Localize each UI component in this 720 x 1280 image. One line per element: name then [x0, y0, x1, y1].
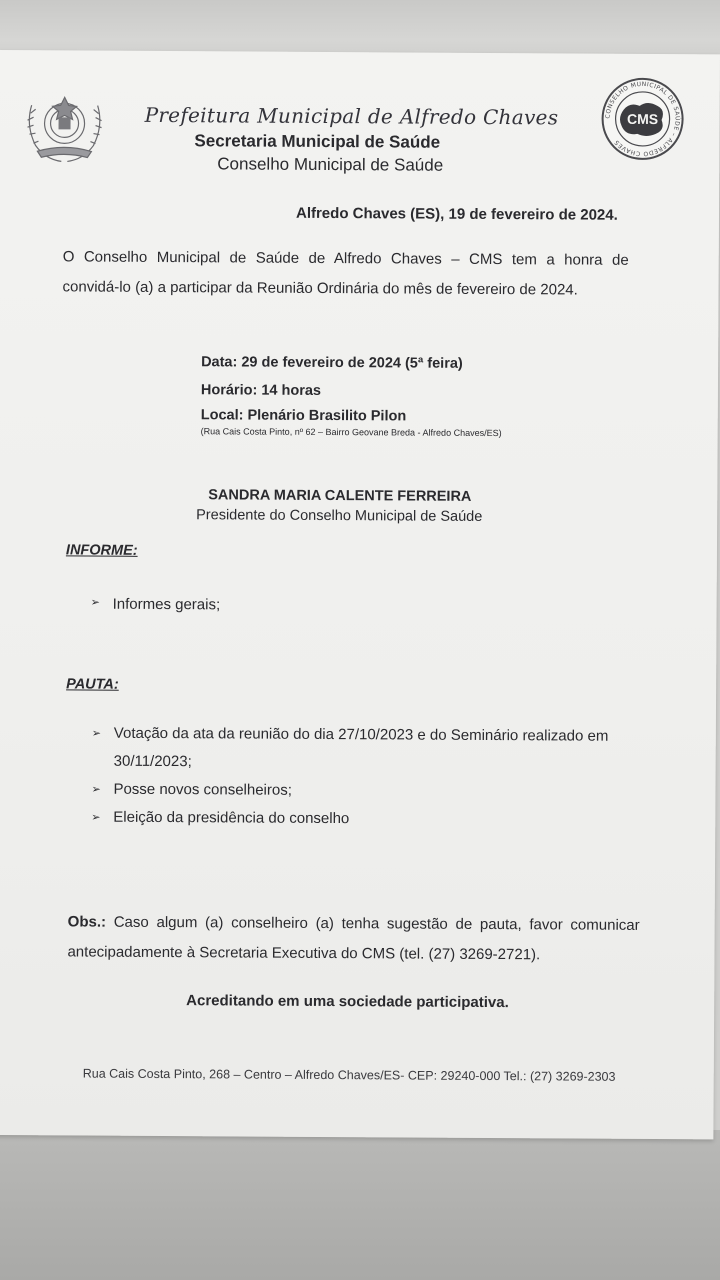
cms-seal-logo	[599, 76, 686, 163]
desk-surface	[0, 1130, 720, 1280]
list-item	[91, 776, 651, 807]
list-item	[91, 804, 651, 835]
pauta-item-text: Posse novos conselheiros;	[113, 780, 292, 799]
meeting-location: Local: Plenário Brasilito Pilon	[200, 407, 407, 425]
meeting-time: Horário: 14 horas	[200, 382, 322, 399]
informe-list	[91, 596, 221, 614]
obs-line-1: Caso algum (a) conselheiro (a) tenha sugestão de pauta, favor comunicar	[113, 913, 640, 934]
conselho-title: Conselho Municipal de Saúde	[217, 154, 444, 175]
document-date: Alfredo Chaves (ES), 19 de fevereiro de 2024.	[295, 204, 618, 224]
invitation-line-2: convidá-lo (a) a participar da Reunião Ordinária do mês de fevereiro de 2024.	[62, 278, 578, 299]
list-item	[91, 596, 221, 614]
observation-paragraph	[67, 907, 639, 970]
closing-motto: Acreditando em uma sociedade participativa.	[186, 992, 509, 1012]
obs-label: Obs.:	[67, 913, 107, 931]
signatory-role: Presidente do Conselho Municipal de Saúde	[196, 507, 483, 525]
seal-ring-text: CONSELHO MUNICIPAL DE SAÚDE – ALFREDO CHAVES	[604, 80, 681, 158]
coat-of-arms-emblem	[21, 85, 107, 166]
list-item	[92, 720, 652, 779]
document-page	[0, 50, 720, 1139]
pauta-item-text: Eleição da presidência do conselho	[113, 808, 350, 828]
footer-address: Rua Cais Costa Pinto, 268 – Centro – Alfredo Chaves/ES- CEP: 29240-000 Tel.: (27) 3269-2303	[82, 1066, 616, 1084]
secretaria-title: Secretaria Municipal de Saúde	[194, 131, 441, 152]
invitation-paragraph	[62, 242, 628, 305]
pauta-list	[91, 720, 652, 835]
informe-item-text: Informes gerais;	[112, 595, 221, 614]
pauta-item-text: Votação da ata da reunião do dia 27/10/2023 e do Seminário realizado em 30/11/2023;	[113, 724, 609, 771]
signatory-name: SANDRA MARIA CALENTE FERREIRA	[208, 487, 472, 505]
meeting-date: Data: 29 de fevereiro de 2024 (5ª feira)	[201, 354, 463, 372]
meeting-address: (Rua Cais Costa Pinto, nº 62 – Bairro Geovane Breda - Alfredo Chaves/ES)	[200, 426, 502, 439]
seal-cms-mark: CMS	[626, 110, 659, 128]
arrow-bullet-icon: ➢	[91, 727, 102, 740]
obs-line-2: antecipadamente à Secretaria Executiva do CMS (tel. (27) 3269-2721).	[67, 943, 541, 964]
arrow-bullet-icon: ➢	[90, 596, 100, 609]
prefeitura-title: Prefeitura Municipal de Alfredo Chaves	[144, 102, 559, 130]
pauta-heading: PAUTA:	[66, 676, 119, 693]
arrow-bullet-icon: ➢	[91, 783, 101, 796]
arrow-bullet-icon: ➢	[91, 811, 101, 824]
informe-heading: INFORME:	[65, 542, 138, 559]
invitation-line-1: O Conselho Municipal de Saúde de Alfredo Chaves – CMS tem a honra de	[62, 248, 629, 269]
